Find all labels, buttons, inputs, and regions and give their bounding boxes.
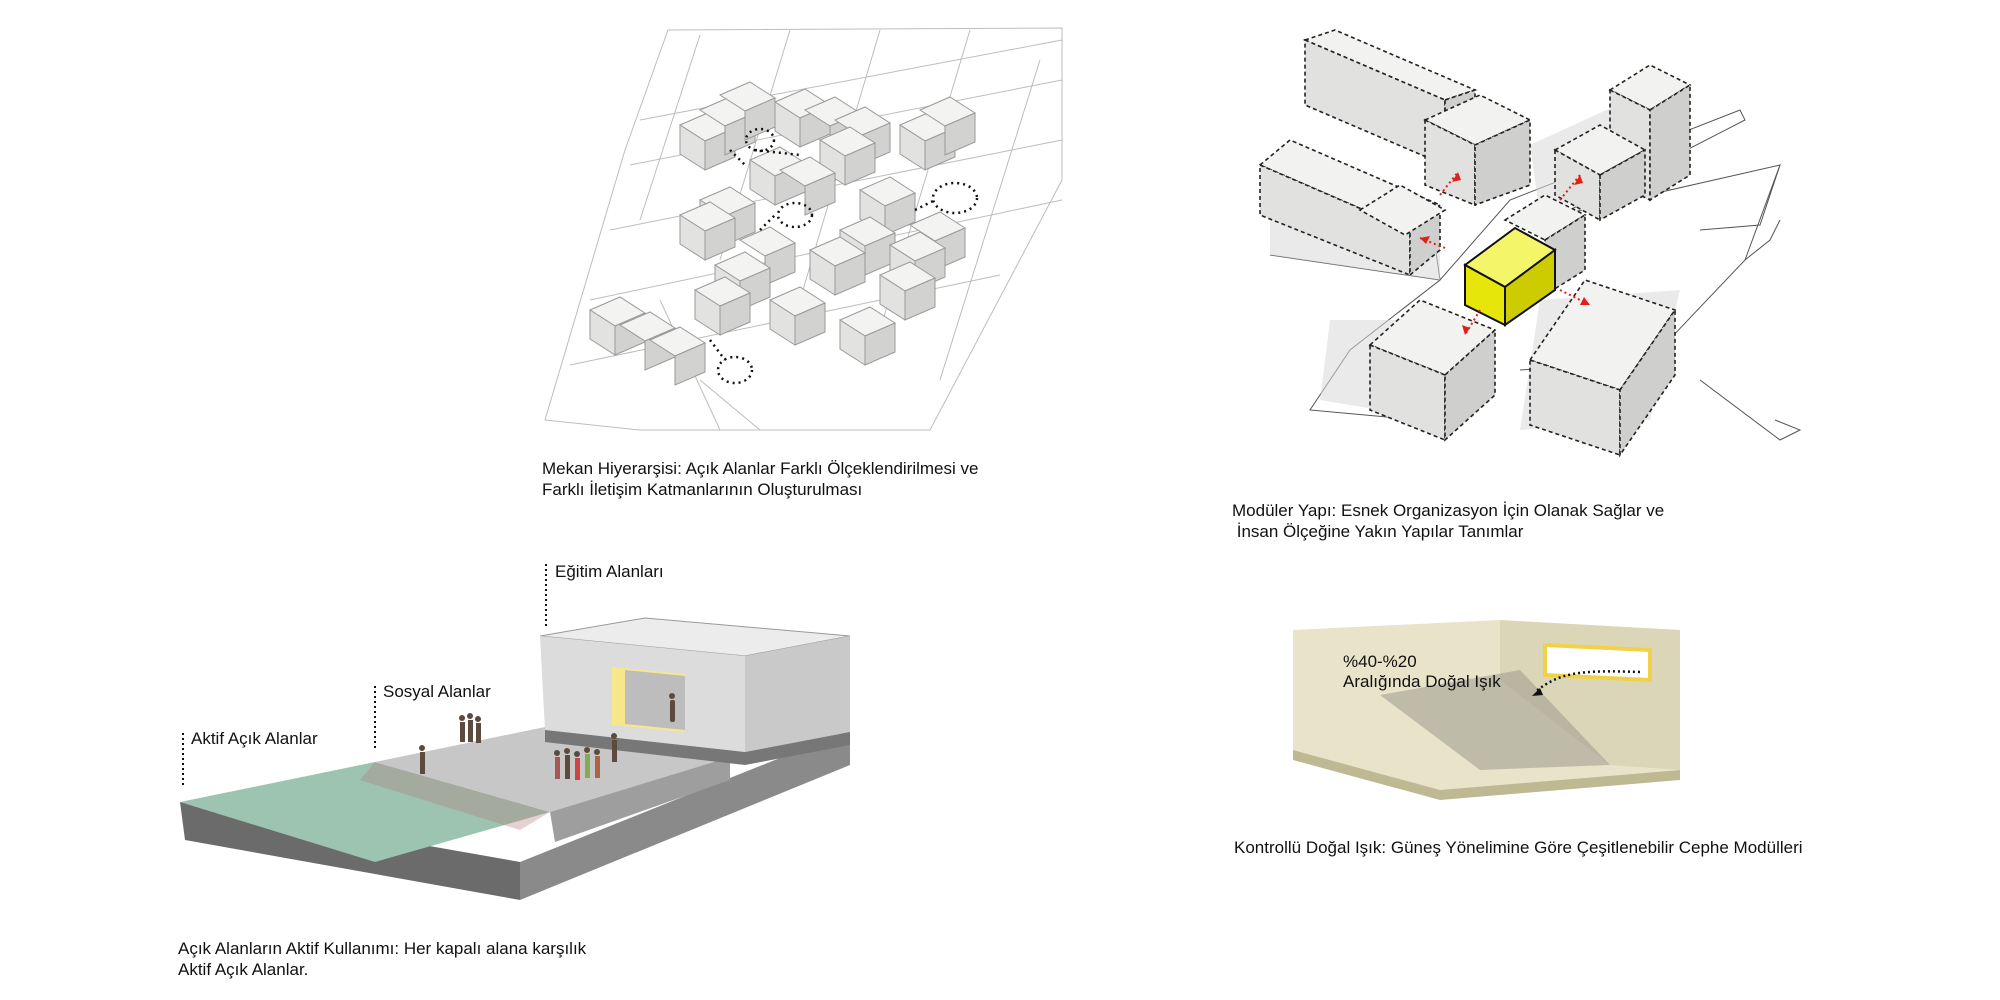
open-spaces-caption xyxy=(178,938,586,980)
modular-caption xyxy=(1232,500,1664,542)
label-active-open: Aktif Açık Alanlar xyxy=(191,729,318,748)
label-social: Sosyal Alanlar xyxy=(383,682,491,701)
modular-caption-line1: Modüler Yapı: Esnek Organizasyon İçin Olanak Sağlar ve xyxy=(1232,501,1665,520)
daylight-ratio: %40-%20 xyxy=(1343,652,1417,671)
label-education: Eğitim Alanları xyxy=(555,562,664,581)
daylight-panel xyxy=(0,600,2000,870)
open-spaces-caption-line2: Aktif Açık Alanlar. xyxy=(178,960,309,979)
hierarchy-caption-line1: Mekan Hiyerarşisi: Açık Alanlar Farklı Ölçeklendirilmesi ve xyxy=(542,459,979,478)
hierarchy-caption-line2: Farklı İletişim Katmanlarının Oluşturulması xyxy=(542,480,863,499)
daylight-diagram xyxy=(0,600,2000,870)
daylight-ratio-label: Aralığında Doğal Işık xyxy=(1343,672,1501,691)
modular-caption-line2: İnsan Ölçeğine Yakın Yapılar Tanımlar xyxy=(1232,522,1524,541)
daylight-window xyxy=(1545,645,1650,680)
open-spaces-caption-line1: Açık Alanların Aktif Kullanımı: Her kapalı alana karşılık xyxy=(178,939,587,958)
daylight-caption: Kontrollü Doğal Işık: Güneş Yönelimine Göre Çeşitlenebilir Cephe Modülleri xyxy=(1234,838,1803,857)
